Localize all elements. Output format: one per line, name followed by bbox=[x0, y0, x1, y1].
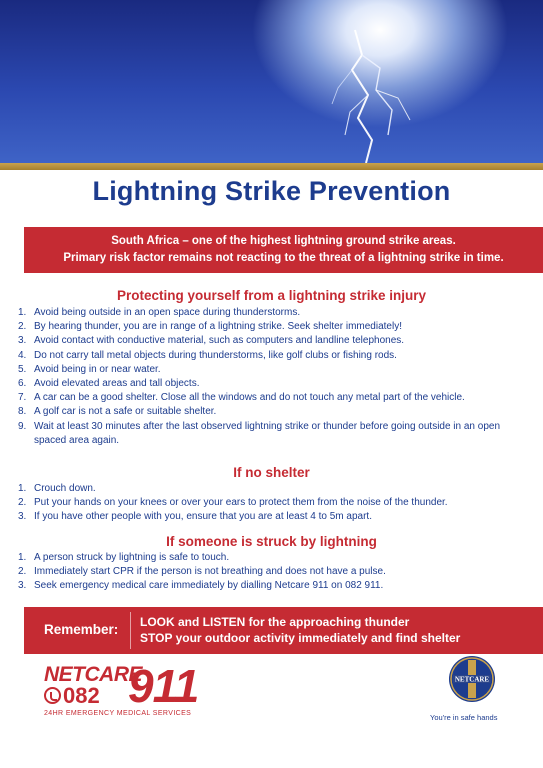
remember-divider bbox=[130, 612, 131, 649]
section-heading-struck: If someone is struck by lightning bbox=[166, 534, 377, 549]
list-item bbox=[18, 334, 508, 348]
list-item bbox=[18, 496, 508, 510]
list-item bbox=[18, 420, 508, 448]
list-item-number: 6. bbox=[18, 378, 27, 390]
section-heading-no-shelter: If no shelter bbox=[233, 465, 310, 480]
list-item bbox=[18, 510, 508, 524]
list-item-text: Avoid being in or near water. bbox=[34, 363, 161, 375]
intro-banner-line-1: South Africa – one of the highest lightning ground strike areas. bbox=[111, 235, 456, 247]
list-item-number: 3. bbox=[18, 511, 27, 523]
list-item bbox=[18, 565, 508, 579]
brand-netcare-text: NETCARE bbox=[44, 663, 143, 686]
section-heading-protecting: Protecting yourself from a lightning strike injury bbox=[116, 288, 427, 303]
list-item bbox=[18, 391, 508, 405]
brand-subtitle: 24HR EMERGENCY MEDICAL SERVICES bbox=[44, 710, 192, 717]
list-item-text: By hearing thunder, you are in range of a lightning strike. Seek shelter immediately! bbox=[34, 321, 402, 333]
list-item-text: A person struck by lightning is safe to touch. bbox=[34, 552, 230, 563]
struck-list bbox=[18, 551, 508, 594]
list-item-text: Immediately start CPR if the person is not breathing and does not have a pulse. bbox=[34, 566, 386, 578]
list-item-number: 2. bbox=[18, 497, 27, 509]
list-item-number: 4. bbox=[18, 349, 27, 361]
list-item-text: Do not carry tall metal objects during thunderstorms, like golf clubs or fishing rods. bbox=[34, 349, 397, 361]
list-item-number: 5. bbox=[18, 363, 27, 375]
hero-lightning-image bbox=[0, 0, 543, 163]
remember-label: Remember: bbox=[44, 622, 119, 637]
list-item-number: 9. bbox=[18, 420, 27, 432]
list-item-text: Put your hands on your knees or over your ears to protect them from the noise of the thunder. bbox=[34, 497, 448, 509]
list-item-number: 1. bbox=[18, 483, 27, 494]
remember-line-1: LOOK and LISTEN for the approaching thunder bbox=[140, 615, 410, 629]
list-item-number: 2. bbox=[18, 321, 27, 333]
intro-banner bbox=[24, 227, 543, 273]
list-item bbox=[18, 349, 508, 363]
list-item-number: 8. bbox=[18, 406, 27, 418]
list-item-text: A golf car is not a safe or suitable shelter. bbox=[34, 406, 217, 418]
intro-banner-line-2: Primary risk factor remains not reacting to the threat of a lightning strike in time. bbox=[63, 252, 504, 264]
badge-text: NETCARE bbox=[454, 675, 490, 684]
list-item-number: 1. bbox=[18, 307, 27, 318]
list-item-number: 3. bbox=[18, 335, 27, 347]
remember-line-2: STOP your outdoor activity immediately and find shelter bbox=[140, 631, 461, 645]
list-item-number: 7. bbox=[18, 392, 27, 404]
tagline: You're in safe hands bbox=[430, 713, 498, 722]
list-item bbox=[18, 306, 508, 320]
list-item-text: Avoid elevated areas and tall objects. bbox=[34, 378, 200, 390]
list-item bbox=[18, 320, 508, 334]
list-item-text: Seek emergency medical care immediately by dialling Netcare 911 on 082 911. bbox=[34, 580, 384, 592]
list-item bbox=[18, 377, 508, 391]
list-item-text: Crouch down. bbox=[34, 483, 96, 494]
list-item-number: 1. bbox=[18, 552, 27, 563]
list-item-text: Wait at least 30 minutes after the last observed lightning strike or thunder before going outside in an open spaced area again. bbox=[34, 420, 501, 446]
list-item-text: Avoid being outside in an open space during thunderstorms. bbox=[34, 307, 301, 318]
lightning-bolt-graphic bbox=[0, 0, 543, 163]
gold-divider-stripe bbox=[0, 163, 543, 170]
list-item bbox=[18, 482, 508, 496]
list-item-text: A car can be a good shelter. Close all the windows and do not touch any metal part of the vehicle. bbox=[34, 392, 465, 404]
brand-911-text: 911 bbox=[128, 660, 199, 712]
list-item bbox=[18, 551, 508, 565]
list-item-number: 3. bbox=[18, 580, 27, 592]
netcare-badge-logo bbox=[448, 655, 496, 703]
list-item-text: Avoid contact with conductive material, such as computers and landline telephones. bbox=[34, 335, 405, 347]
list-item-text: If you have other people with you, ensure that you are at least 4 to 5m apart. bbox=[34, 511, 372, 523]
brand-082-text: 082 bbox=[63, 683, 100, 708]
page-title: Lightning Strike Prevention bbox=[92, 176, 451, 206]
list-item bbox=[18, 579, 508, 593]
netcare-911-logo bbox=[44, 660, 199, 712]
no-shelter-list bbox=[18, 482, 508, 525]
protecting-list bbox=[18, 306, 508, 448]
list-item bbox=[18, 405, 508, 419]
list-item-number: 2. bbox=[18, 566, 27, 578]
phone-icon bbox=[44, 687, 61, 704]
list-item bbox=[18, 363, 508, 377]
remember-text bbox=[140, 614, 460, 646]
